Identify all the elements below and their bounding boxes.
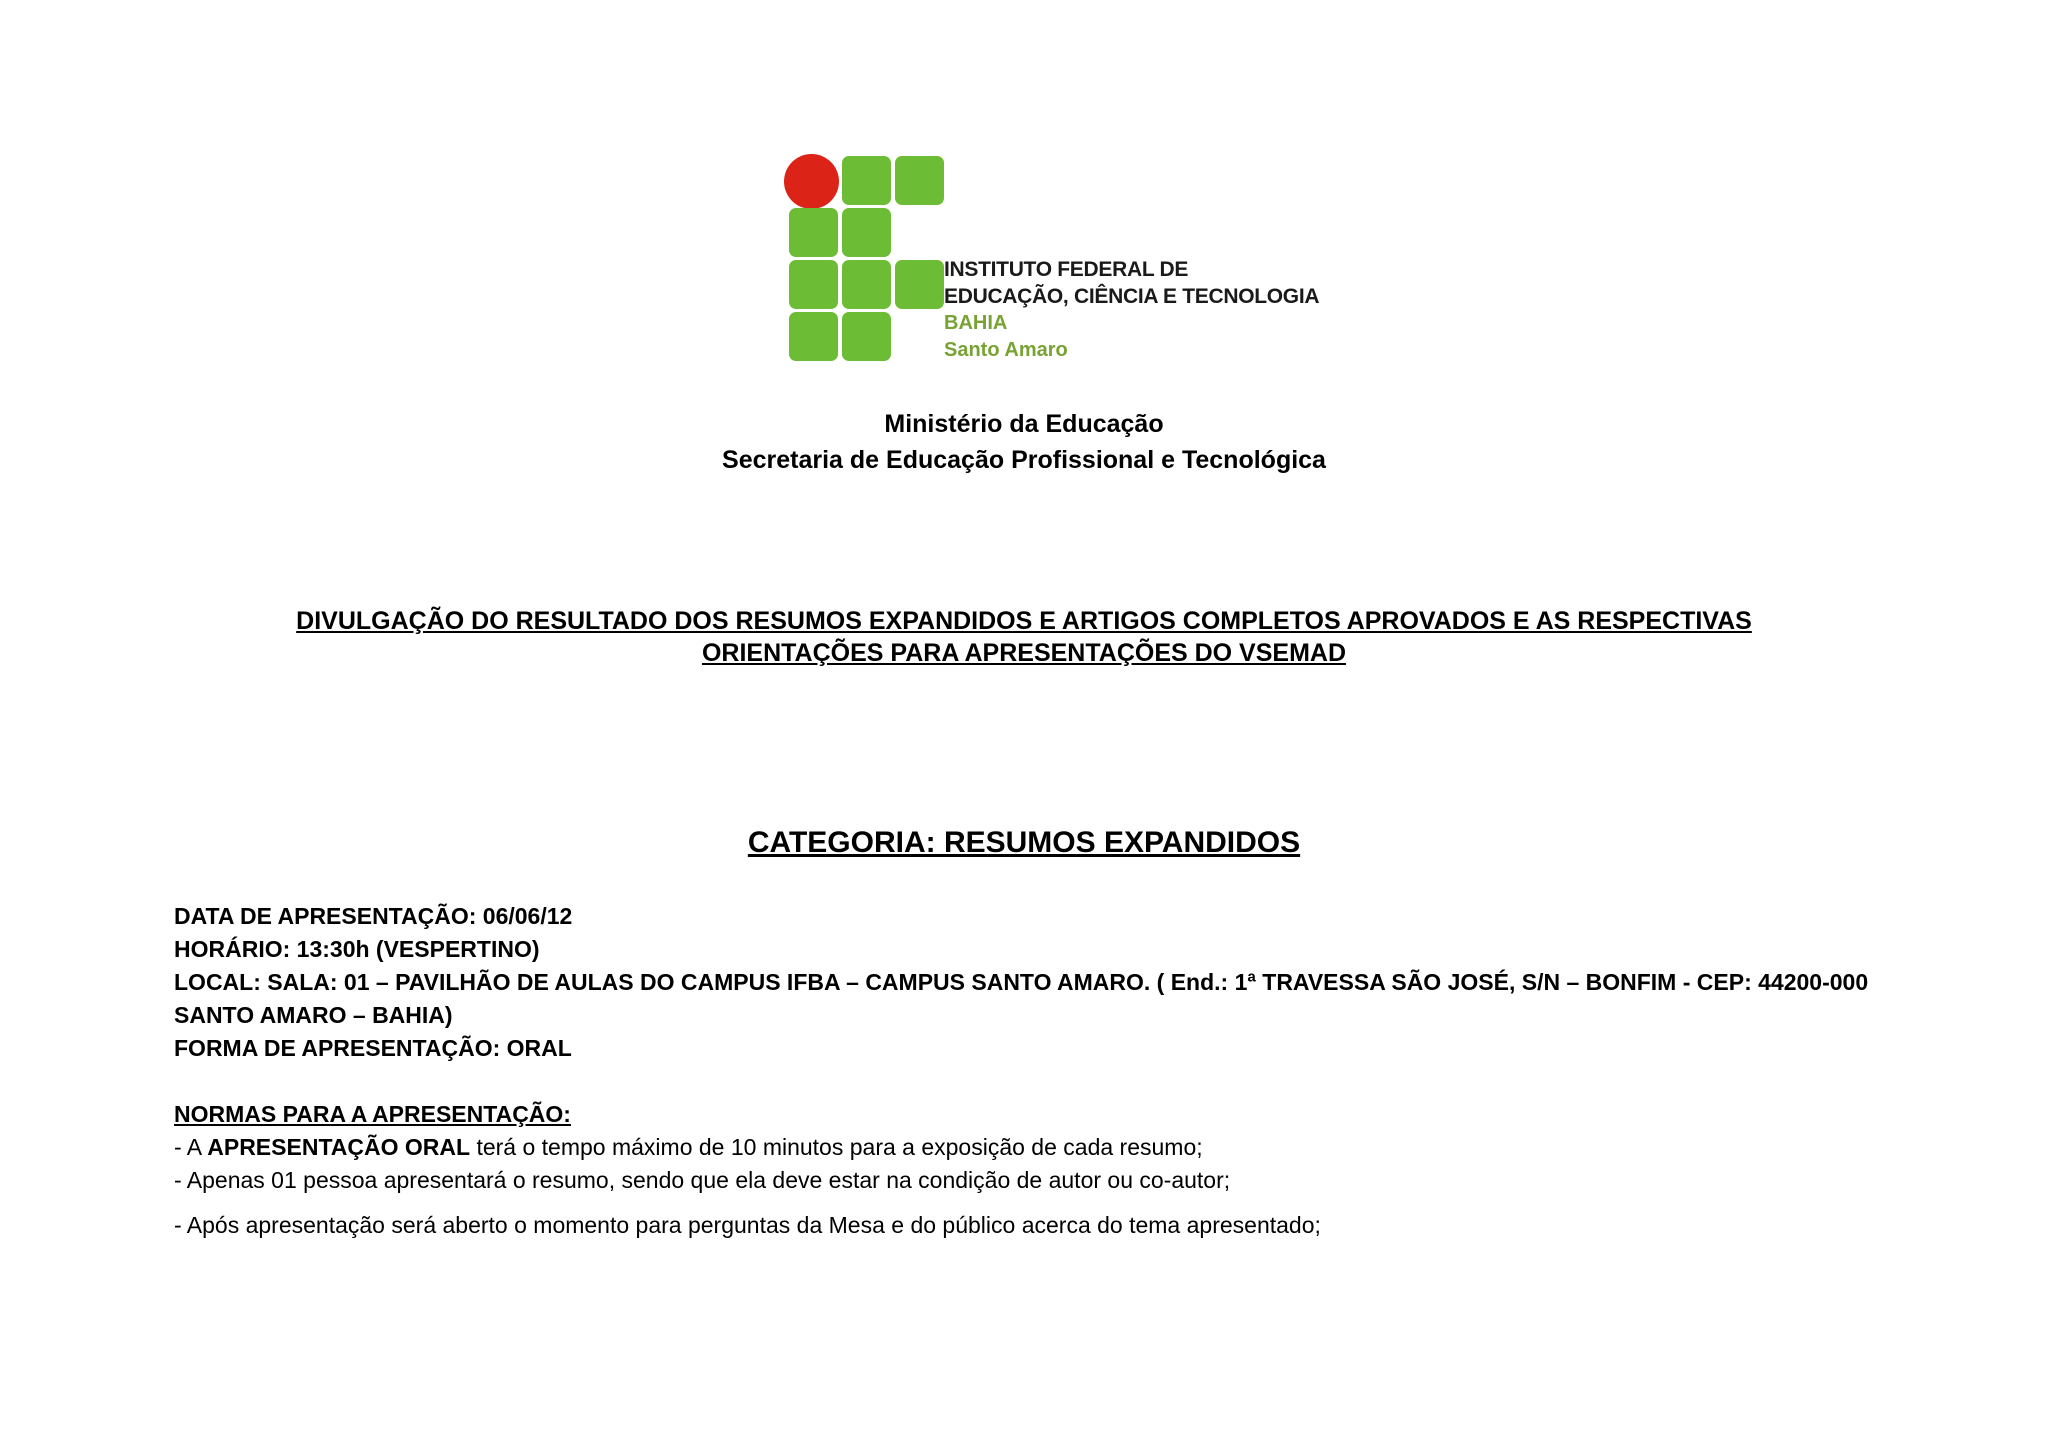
presentation-info — [174, 900, 1874, 1065]
logo-state: BAHIA — [944, 312, 1008, 334]
logo-block — [842, 312, 891, 361]
document-title-line-2: ORIENTAÇÕES PARA APRESENTAÇÕES DO VSEMAD — [701, 639, 1347, 667]
presentation-date: DATA DE APRESENTAÇÃO: 06/06/12 — [174, 903, 573, 929]
logo-block — [789, 312, 838, 361]
presentation-location-continued: SANTO AMARO – BAHIA) — [174, 1002, 453, 1028]
norm-item — [174, 1131, 1874, 1164]
presentation-time: HORÁRIO: 13:30h (VESPERTINO) — [174, 936, 540, 962]
logo-institute-name: INSTITUTO FEDERAL DE — [944, 258, 1189, 281]
secretariat-name: Secretaria de Educação Profissional e Tecnológica — [722, 446, 1326, 474]
category-heading: CATEGORIA: RESUMOS EXPANDIDOS — [747, 826, 1301, 859]
logo-block — [895, 156, 944, 205]
norm-item-prefix: - A — [174, 1134, 208, 1160]
logo-block — [842, 208, 891, 257]
norm-item-emphasis: APRESENTAÇÃO ORAL — [207, 1134, 471, 1160]
document-title — [0, 605, 2048, 669]
norms-heading: NORMAS PARA A APRESENTAÇÃO: — [174, 1101, 571, 1127]
norm-item: - Apenas 01 pessoa apresentará o resumo, sendo que ela deve estar na condição de autor ou co-autor; — [174, 1167, 1231, 1193]
logo-block — [895, 260, 944, 309]
logo-red-dot — [784, 154, 839, 209]
norm-item: - Após apresentação será aberto o momento para perguntas da Mesa e do público acerca do tema apresentado; — [174, 1212, 1321, 1238]
presentation-location: LOCAL: SALA: 01 – PAVILHÃO DE AULAS DO CAMPUS IFBA – CAMPUS SANTO AMARO. ( End.: 1ª TRAVESSA SÃO JOSÉ, S/N – BONFIM - CEP: 44200-000 — [174, 969, 1869, 995]
logo-text — [944, 256, 1319, 364]
logo-block — [789, 260, 838, 309]
logo-block — [789, 208, 838, 257]
document-title-line-1: DIVULGAÇÃO DO RESULTADO DOS RESUMOS EXPANDIDOS E ARTIGOS COMPLETOS APROVADOS E AS RESPECTIVAS — [296, 607, 1752, 635]
logo-block — [842, 156, 891, 205]
presentation-format: FORMA DE APRESENTAÇÃO: ORAL — [174, 1035, 572, 1061]
presentation-norms — [174, 1098, 1874, 1242]
logo-block — [842, 260, 891, 309]
norm-item-text: terá o tempo máximo de 10 minutos para a exposição de cada resumo; — [470, 1134, 1203, 1160]
logo-campus: Santo Amaro — [944, 339, 1068, 361]
ministry-name: Ministério da Educação — [884, 410, 1164, 438]
institution-logo — [784, 154, 1324, 374]
logo-institute-subtitle: EDUCAÇÃO, CIÊNCIA E TECNOLOGIA — [944, 285, 1320, 308]
